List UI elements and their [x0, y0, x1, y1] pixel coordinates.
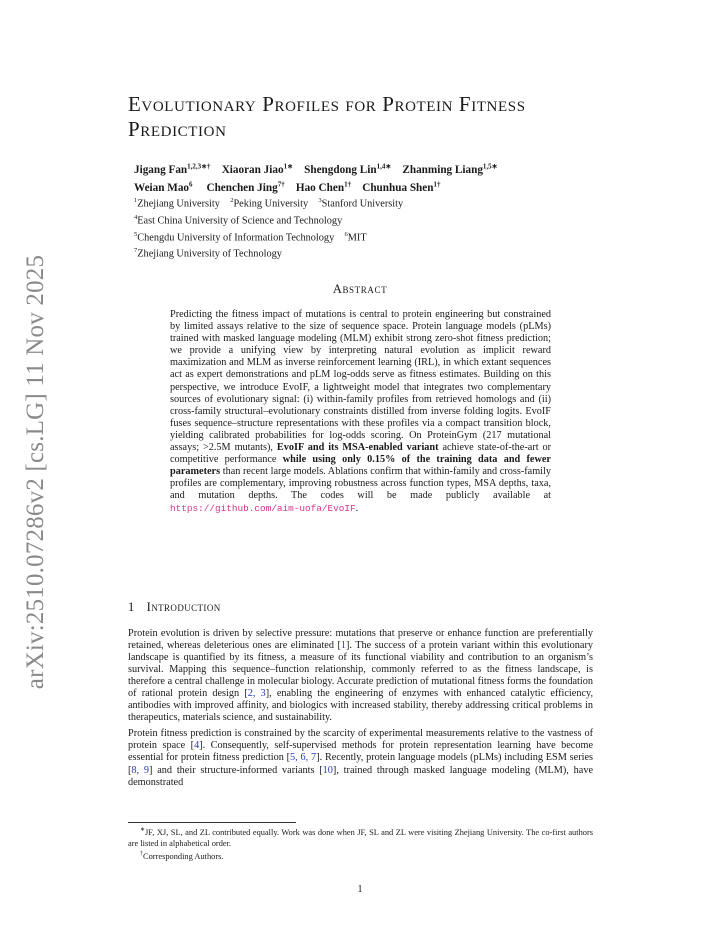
affiliation: Zhejiang University of Technology — [137, 248, 282, 260]
paper-title — [128, 92, 618, 142]
author: Shengdong Lin$^{1,4∗}$ — [304, 162, 392, 176]
author: Hao Chen$^{1\dagger}$ — [295, 180, 352, 195]
affiliation: MIT — [347, 232, 367, 244]
paragraph: Protein fitness prediction is constrained by the scarcity of experimental measurements relative to the vastness of protein space [4]. Consequently, self-supervised methods for protein representation learning have become essential for protein fitness prediction [5, 6, 7]. Recently, protein language models (pLMs) including ESM series [8, 9] and their structure-informed variants [10], trained through masked language modeling (MLM), have demonstrated — [128, 728, 594, 788]
code-repository-link[interactable]: https://github.com/aim-uofa/EvoIF — [170, 502, 356, 514]
abstract-heading: Abstract — [332, 282, 388, 296]
title-line-2: Prediction — [128, 117, 227, 141]
citation-link[interactable]: 4 — [194, 740, 200, 752]
affiliations: $^1$Zhejiang University $^2$Peking University $^3$Stanford University $^4$East China University of Science and Technology $^5$Chengdu University of Information Technology $^6$MIT $^7$Zhejiang University of Technology — [134, 197, 404, 260]
footnote-corresponding: Corresponding Authors. — [143, 851, 224, 861]
abstract-body: Predicting the fitness impact of mutations is central to protein engineering but constrained by limited assays relative to the size of sequence space. Protein language models (pLMs) trained with masked language modeling (MLM) exhibit strong zero-shot fitness prediction; we provide a unifying view by interpreting natural evolution as implicit reward maximization and MLM as inverse reinforcement learning (IRL), in which extant sequences act as expert demonstrations and pLM log-odds serve as fitness estimates. Building on this perspective, we introduce EvoIF, a lightweight model that integrates two complementary sources of evolutionary signal: (i) within-family profiles from retrieved homologs and (ii) cross-family structural–evolutionary constraints distilled from inverse folding logits. EvoIF fuses sequence–structure representations with these profiles via a compact transition block, yielding calibrated probabilities for log-odds scoring. On ProteinGym (217 mutational assays; >2.5M mutants), EvoIF and its MSA-enabled variant achieve state-of-the-art or competitive performance while using only 0.15% of the training data and fewer parameters than recent large models. Ablations confirm that within-family and cross-family profiles are complementary, improving robustness across function types, MSA depths, taxa, and mutation depths. The codes will be made publicly available at https://github.com/aim-uofa/EvoIF. — [170, 309, 551, 514]
citation-link[interactable]: 1 — [340, 640, 346, 652]
citation-link[interactable]: 5, 6, 7 — [290, 752, 317, 764]
author: Weian Mao$^6$ — [134, 180, 193, 195]
citation-link[interactable]: 10 — [322, 764, 333, 776]
footnote-divider — [128, 822, 296, 823]
author: Zhanming Liang$^{1,5∗}$ — [402, 162, 498, 176]
citation-link[interactable]: 2, 3 — [247, 688, 266, 700]
paragraph: Protein evolution is driven by selective pressure: mutations that preserve or enhance function are preferentially retained, whereas deleterious ones are eliminated [1]. The success of a protein variant within this evolutionary landscape is quantified by its fitness, a measure of its functional viability and contribution to an organism’s survival. Mapping this sequence–function relationship, commonly referred to as the fitness landscape, is therefore a central challenge in molecular biology. Accurate prediction of mutational fitness forms the foundation of rational protein design [2, 3], enabling the engineering of enzymes with enhanced catalytic efficiency, antibodies with improved affinity, and biologics with increased stability, thereby addressing critical problems in therapeutics, materials science, and sustainability. — [128, 628, 594, 724]
author: Chunhua Shen$^{1\dagger}$ — [362, 180, 441, 195]
footnotes: ∗JF, XJ, SL, and ZL contributed equally. Work was done when JF, SL and ZL were visiting Zhejiang University. The co-first authors are listed in alphabetical order. †Corresponding Authors. — [128, 827, 593, 861]
section-heading-introduction: 1 Introduction — [128, 600, 221, 614]
affiliation: Chengdu University of Information Technology — [137, 232, 335, 244]
affiliation: Stanford University — [321, 198, 404, 210]
title-line-1: Evolutionary Profiles for Protein Fitness — [128, 92, 526, 116]
author: Chenchen Jing$^{7\dagger}$ — [206, 180, 285, 195]
footnote-equal-contribution: JF, XJ, SL, and ZL contributed equally. Work was done when JF, SL and ZL were visiting Zhejiang University. The co-first authors are listed in alphabetical order. — [128, 827, 593, 848]
arxiv-sidebar-stamp: arXiv:2510.07286v2 [cs.LG] 11 Nov 2025 — [22, 254, 49, 690]
page-number: 1 — [357, 884, 363, 895]
author: Xiaoran Jiao$^{1∗}$ — [221, 162, 293, 176]
affiliation: Peking University — [233, 198, 309, 210]
affiliation: East China University of Science and Technology — [137, 215, 343, 227]
introduction-body — [128, 628, 593, 793]
affiliation: Zhejiang University — [137, 198, 220, 210]
citation-link[interactable]: 8, 9 — [131, 764, 150, 776]
author-list — [134, 159, 614, 196]
author: Jigang Fan$^{1,2,3∗\dagger}$ — [134, 162, 211, 176]
